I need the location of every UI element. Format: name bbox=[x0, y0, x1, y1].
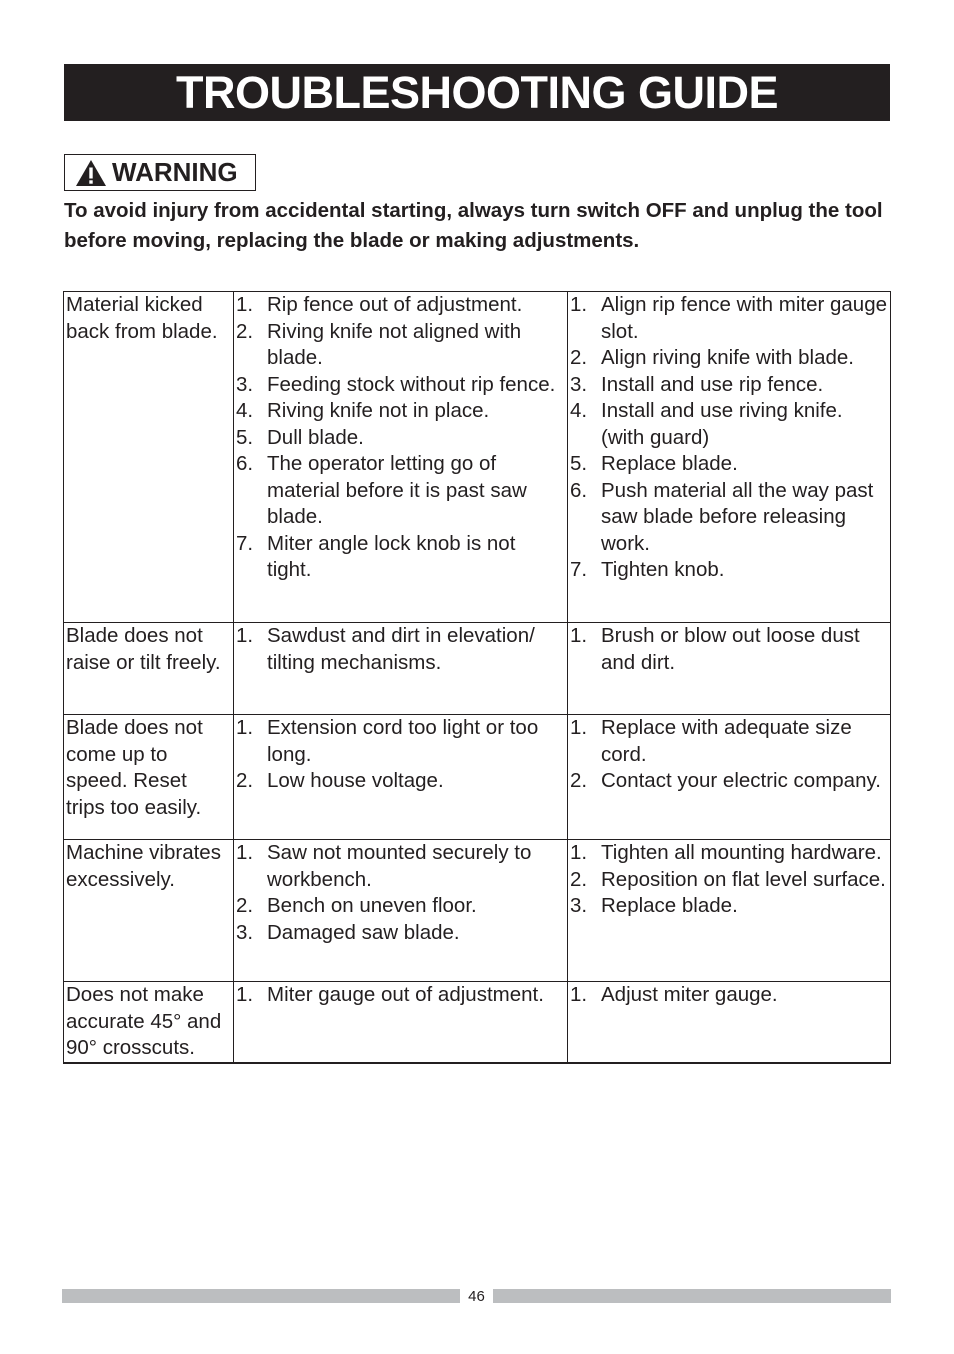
remedy-item bbox=[570, 451, 888, 478]
item-text: Low house voltage. bbox=[267, 769, 444, 792]
item-number: 2. bbox=[570, 346, 588, 369]
item-number: 1. bbox=[570, 624, 588, 647]
item-text: Align riving knife with blade. bbox=[601, 346, 854, 369]
title-banner bbox=[64, 64, 890, 121]
item-text: The operator letting go of material before it is past saw blade. bbox=[267, 452, 527, 528]
remedy-cell bbox=[568, 623, 891, 715]
remedy-list bbox=[570, 982, 888, 1009]
item-number: 1. bbox=[570, 983, 588, 1006]
item-number: 1. bbox=[236, 716, 254, 739]
cause-item bbox=[236, 982, 565, 1009]
page-number: 46 bbox=[468, 1288, 485, 1305]
problem-cell bbox=[64, 982, 234, 1063]
remedy-item bbox=[570, 372, 888, 399]
cause-item bbox=[236, 319, 565, 372]
item-text: Align rip fence with miter gauge slot. bbox=[601, 293, 888, 343]
troubleshooting-table-body bbox=[64, 292, 891, 1063]
item-number: 2. bbox=[236, 769, 254, 792]
item-text: Damaged saw blade. bbox=[267, 920, 460, 944]
item-number: 3. bbox=[570, 372, 588, 396]
item-number: 1. bbox=[236, 624, 254, 647]
remedy-item bbox=[570, 623, 888, 676]
remedy-cell bbox=[568, 840, 891, 982]
warning-label: WARNING bbox=[112, 157, 238, 187]
remedy-item bbox=[570, 292, 888, 345]
table-row bbox=[64, 715, 891, 840]
footer-bar-left bbox=[62, 1289, 460, 1303]
warning-label-box bbox=[64, 154, 256, 191]
table-row bbox=[64, 840, 891, 982]
item-number: 1. bbox=[236, 983, 254, 1006]
cause-cell bbox=[234, 982, 568, 1063]
item-number: 5. bbox=[570, 452, 588, 475]
item-text: Adjust miter gauge. bbox=[601, 983, 778, 1006]
item-text: Miter gauge out of adjustment. bbox=[267, 983, 544, 1006]
item-text: Brush or blow out loose dust and dirt. bbox=[601, 624, 860, 674]
item-text: Bench on uneven floor. bbox=[267, 894, 477, 917]
cause-item bbox=[236, 451, 565, 531]
cause-list bbox=[236, 840, 565, 946]
problem-text: Blade does not raise or tilt freely. bbox=[66, 624, 221, 674]
item-text: Feeding stock without rip fence. bbox=[267, 372, 556, 396]
remedy-list bbox=[570, 623, 888, 676]
problem-text: Machine vibrates excessively. bbox=[66, 841, 221, 891]
table-row bbox=[64, 982, 891, 1063]
remedy-item bbox=[570, 768, 888, 795]
item-number: 1. bbox=[236, 293, 254, 316]
item-number: 7. bbox=[236, 531, 254, 555]
page-title: TROUBLESHOOTING GUIDE bbox=[175, 67, 778, 118]
troubleshooting-table bbox=[63, 291, 891, 1064]
cause-cell bbox=[234, 840, 568, 982]
cause-item bbox=[236, 715, 565, 768]
warning-triangle-icon bbox=[75, 159, 107, 187]
item-text: Reposition on flat level surface. bbox=[601, 867, 886, 891]
item-number: 4. bbox=[236, 399, 254, 422]
item-number: 3. bbox=[236, 920, 254, 944]
cause-item bbox=[236, 893, 565, 920]
footer-bar-right bbox=[493, 1289, 891, 1303]
remedy-list bbox=[570, 840, 888, 920]
remedy-item bbox=[570, 345, 888, 372]
remedy-item bbox=[570, 982, 888, 1009]
item-number: 1. bbox=[236, 841, 254, 864]
problem-text: Blade does not come up to speed. Reset trips too easily. bbox=[66, 716, 203, 819]
problem-cell bbox=[64, 623, 234, 715]
remedy-list bbox=[570, 292, 888, 584]
item-text: Extension cord too light or too long. bbox=[267, 716, 539, 766]
cause-list bbox=[236, 715, 565, 795]
item-text: Install and use rip fence. bbox=[601, 372, 824, 396]
cause-item bbox=[236, 425, 565, 452]
table-row bbox=[64, 623, 891, 715]
remedy-cell bbox=[568, 292, 891, 623]
cause-item bbox=[236, 531, 565, 584]
item-text: Install and use riving knife. (with guard) bbox=[601, 399, 843, 449]
problem-cell bbox=[64, 715, 234, 840]
cause-cell bbox=[234, 623, 568, 715]
remedy-cell bbox=[568, 982, 891, 1063]
item-text: Dull blade. bbox=[267, 425, 364, 449]
problem-text: Does not make accurate 45° and 90° crosscuts. bbox=[66, 983, 222, 1059]
item-text: Tighten knob. bbox=[601, 558, 725, 581]
remedy-cell bbox=[568, 715, 891, 840]
item-number: 3. bbox=[570, 894, 588, 917]
item-text: Sawdust and dirt in elevation/ tilting mechanisms. bbox=[267, 624, 535, 674]
item-number: 2. bbox=[236, 894, 254, 917]
item-text: Replace with adequate size cord. bbox=[601, 716, 852, 766]
remedy-item bbox=[570, 715, 888, 768]
item-text: Replace blade. bbox=[601, 894, 738, 917]
item-number: 4. bbox=[570, 399, 588, 422]
cause-list bbox=[236, 982, 565, 1009]
remedy-item bbox=[570, 557, 888, 584]
item-text: Rip fence out of adjustment. bbox=[267, 293, 523, 316]
item-number: 2. bbox=[570, 867, 588, 891]
item-text: Push material all the way past saw blade before releasing work. bbox=[601, 478, 874, 555]
cause-cell bbox=[234, 715, 568, 840]
item-number: 1. bbox=[570, 293, 588, 316]
problem-text: Material kicked back from blade. bbox=[66, 293, 218, 343]
item-text: Tighten all mounting hardware. bbox=[601, 841, 882, 864]
table-row bbox=[64, 292, 891, 623]
cause-item bbox=[236, 920, 565, 947]
remedy-item bbox=[570, 867, 888, 894]
problem-cell bbox=[64, 840, 234, 982]
item-number: 3. bbox=[236, 372, 254, 396]
item-text: Riving knife not aligned with blade. bbox=[267, 319, 522, 369]
item-number: 2. bbox=[570, 769, 588, 792]
remedy-item bbox=[570, 478, 888, 558]
item-number: 1. bbox=[570, 841, 588, 864]
remedy-item bbox=[570, 893, 888, 920]
item-text: Replace blade. bbox=[601, 452, 738, 475]
warning-text: To avoid injury from accidental starting, always turn switch OFF and unplug the tool before moving, replacing the blade or making adjustments. bbox=[64, 199, 883, 252]
item-number: 6. bbox=[570, 478, 588, 502]
cause-cell bbox=[234, 292, 568, 623]
remedy-item bbox=[570, 398, 888, 451]
cause-item bbox=[236, 292, 565, 319]
remedy-item bbox=[570, 840, 888, 867]
problem-cell bbox=[64, 292, 234, 623]
cause-item bbox=[236, 398, 565, 425]
item-number: 1. bbox=[570, 716, 588, 739]
cause-list bbox=[236, 623, 565, 676]
cause-item bbox=[236, 623, 565, 676]
cause-list bbox=[236, 292, 565, 584]
item-number: 6. bbox=[236, 452, 254, 475]
item-number: 5. bbox=[236, 425, 254, 449]
cause-item bbox=[236, 840, 565, 893]
item-text: Riving knife not in place. bbox=[267, 399, 490, 422]
item-number: 7. bbox=[570, 558, 588, 581]
item-number: 2. bbox=[236, 319, 254, 343]
remedy-list bbox=[570, 715, 888, 795]
item-text: Miter angle lock knob is not tight. bbox=[267, 531, 516, 581]
cause-item bbox=[236, 372, 565, 399]
item-text: Saw not mounted securely to workbench. bbox=[267, 841, 532, 891]
item-text: Contact your electric company. bbox=[601, 769, 881, 792]
cause-item bbox=[236, 768, 565, 795]
